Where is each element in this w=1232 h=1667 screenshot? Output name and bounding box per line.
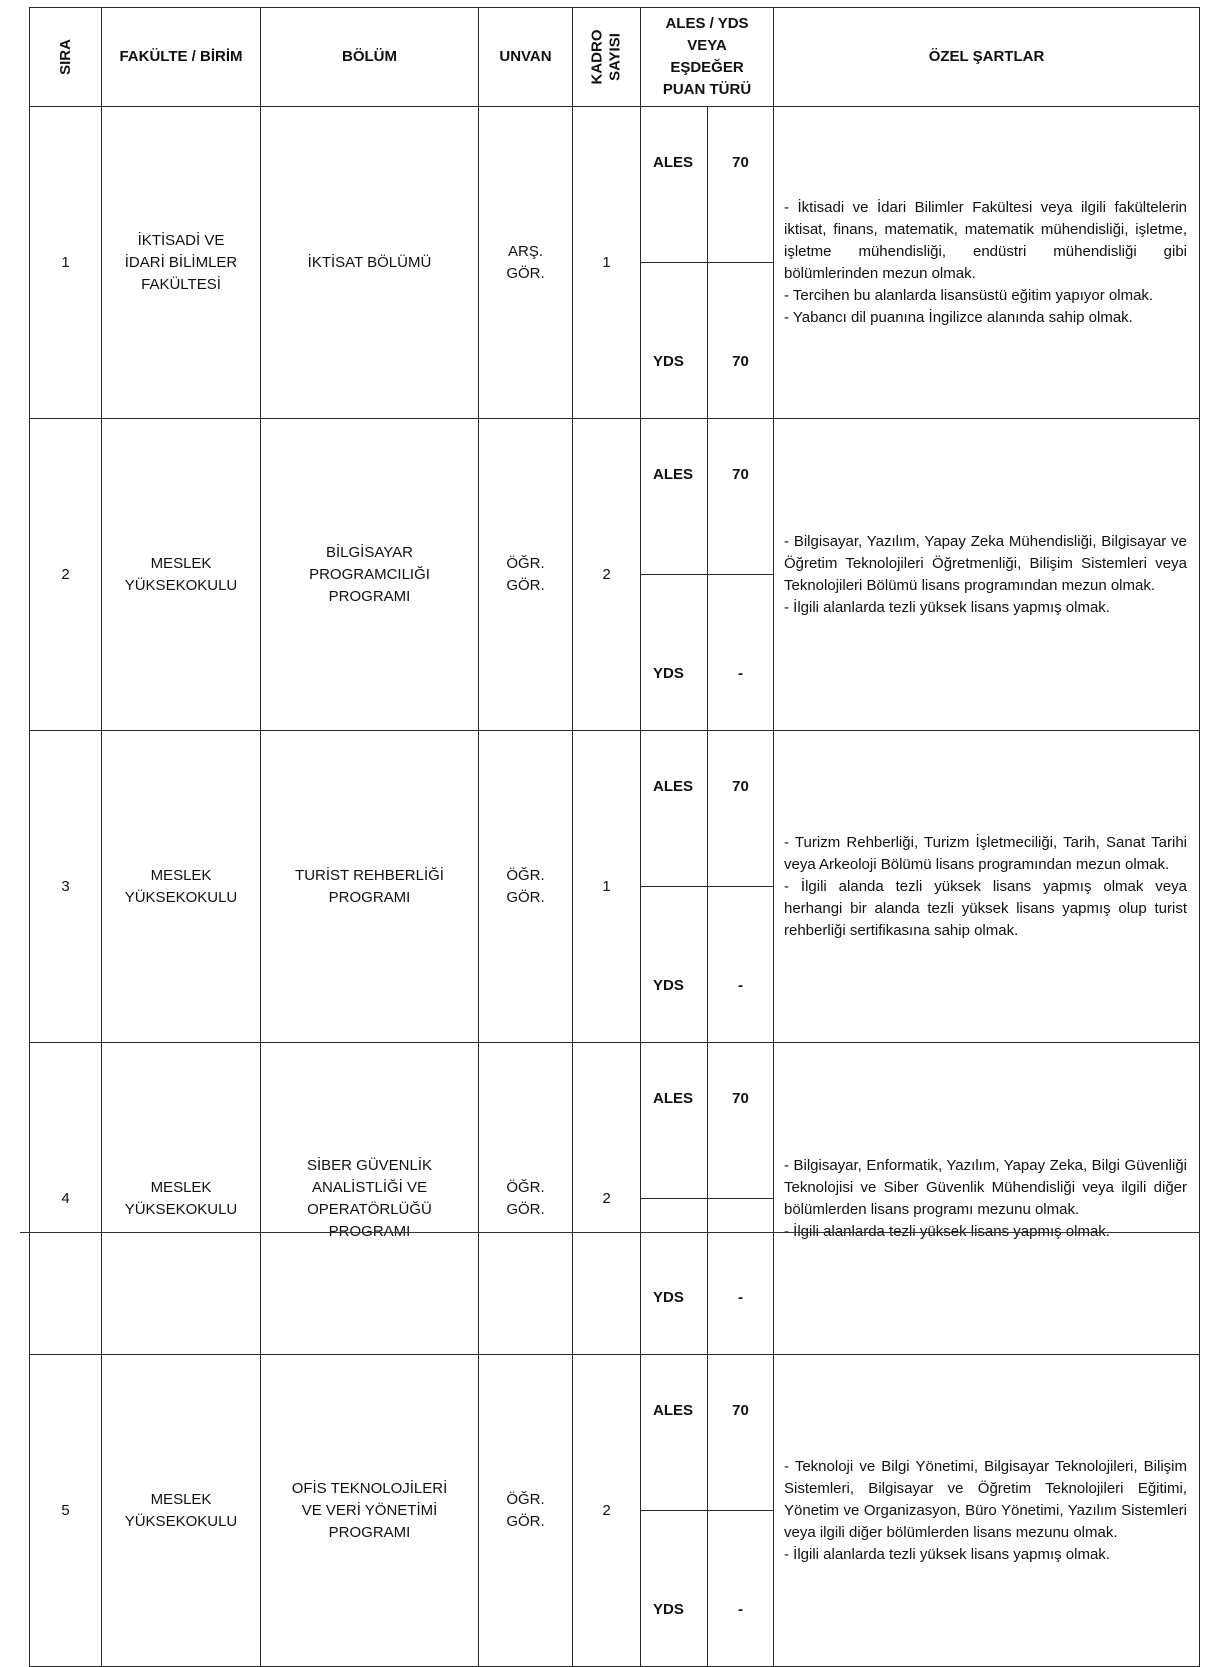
cell-yds-label: YDS	[641, 263, 708, 419]
cell-ales-label: ALES	[641, 1043, 708, 1199]
condition-line: - İlgili alanlarda tezli yüksek lisans yapmış olmak.	[784, 1222, 1110, 1240]
cell-yds-label: YDS	[641, 1199, 708, 1355]
cell-unvan: ÖĞR. GÖR.	[479, 731, 573, 1043]
cell-bolum: OFİS TEKNOLOJİLERİ VE VERİ YÖNETİMİ PROGRAMI	[261, 1355, 479, 1667]
condition-line: - Bilgisayar, Enformatik, Yazılım, Yapay Zeka, Bilgi Güvenliği Teknolojisi ve Siber Güvenlik Mühendisliği veya ilgili diğer bölümlerden lisans programı mezunu olmak.	[784, 1156, 1187, 1218]
cell-bolum: TURİST REHBERLİĞİ PROGRAMI	[261, 731, 479, 1043]
cell-sira: 2	[30, 419, 102, 731]
cell-ales-score: 70	[708, 107, 774, 263]
cell-ales-score: 70	[708, 1355, 774, 1511]
cell-unvan: ARŞ. GÖR.	[479, 107, 573, 419]
header-unvan: UNVAN	[479, 8, 573, 107]
cell-ales-label: ALES	[641, 731, 708, 887]
header-puan: ALES / YDS VEYA EŞDEĞER PUAN TÜRÜ	[641, 8, 774, 107]
cell-fakulte: MESLEK YÜKSEKOKULU	[102, 1355, 261, 1667]
cell-sira: 4	[30, 1043, 102, 1355]
condition-line: - İlgili alanlarda tezli yüksek lisans yapmış olmak.	[784, 1545, 1110, 1563]
condition-line: - Teknoloji ve Bilgi Yönetimi, Bilgisayar Teknolojileri, Bilişim Sistemleri, Bilgisayar ve Öğretim Teknolojileri Eğitimi, Yönetim ve Organizasyon, Büro Yönetimi, Yazılım Sistemleri veya ilgili diğer bölümlerden lisans mezunu olmak.	[784, 1457, 1187, 1541]
cell-yds-label: YDS	[641, 575, 708, 731]
cell-kadro: 1	[573, 731, 641, 1043]
table-row	[30, 107, 1200, 263]
header-sira: SIRA	[30, 8, 102, 107]
cell-conditions	[774, 107, 1200, 419]
cell-yds-score: -	[708, 1199, 774, 1355]
cell-conditions	[774, 1355, 1200, 1667]
table-row	[30, 1043, 1200, 1199]
cell-conditions	[774, 731, 1200, 1043]
cell-kadro: 2	[573, 1043, 641, 1355]
cell-ales-label: ALES	[641, 1355, 708, 1511]
condition-line: - Bilgisayar, Yazılım, Yapay Zeka Mühendisliği, Bilgisayar ve Öğretim Teknolojileri Öğretmenliği, Bilişim Sistemleri veya Teknolojileri Bölümü lisans programından mezun olmak.	[784, 532, 1187, 594]
cell-sira: 5	[30, 1355, 102, 1667]
header-row	[30, 8, 1200, 107]
condition-line: - İktisadi ve İdari Bilimler Fakültesi veya ilgili fakültelerin iktisat, finans, matematik, matematik mühendisliği, işletme, işletme mühendisliği, endüstri mühendisliği gibi bölümlerinden mezun olmak.	[784, 198, 1187, 282]
page-bottom-rule	[20, 1232, 1200, 1233]
cell-fakulte: MESLEK YÜKSEKOKULU	[102, 731, 261, 1043]
condition-line: - Turizm Rehberliği, Turizm İşletmeciliği, Tarih, Sanat Tarihi veya Arkeoloji Bölümü lisans programından mezun olmak.	[784, 833, 1187, 873]
cell-conditions	[774, 1043, 1200, 1355]
cell-unvan: ÖĞR. GÖR.	[479, 419, 573, 731]
cell-yds-score: 70	[708, 263, 774, 419]
table-row	[30, 1355, 1200, 1511]
cell-bolum: İKTİSAT BÖLÜMÜ	[261, 107, 479, 419]
condition-line: - Yabancı dil puanına İngilizce alanında sahip olmak.	[784, 308, 1133, 326]
table-row	[30, 731, 1200, 887]
cell-yds-label: YDS	[641, 887, 708, 1043]
cell-unvan: ÖĞR. GÖR.	[479, 1355, 573, 1667]
cell-unvan: ÖĞR. GÖR.	[479, 1043, 573, 1355]
cell-yds-score: -	[708, 887, 774, 1043]
cell-conditions	[774, 419, 1200, 731]
header-kadro-line1: KADRO	[588, 29, 606, 85]
positions-table	[29, 7, 1200, 1667]
cell-yds-score: -	[708, 575, 774, 731]
condition-line: - İlgili alanda tezli yüksek lisans yapmış olmak veya herhangi bir alanda tezli yüksek lisans yapmış olup turist rehberliği sertifikasına sahip olmak.	[784, 877, 1187, 939]
table-row	[30, 419, 1200, 575]
header-fakulte: FAKÜLTE / BİRİM	[102, 8, 261, 107]
header-bolum: BÖLÜM	[261, 8, 479, 107]
cell-fakulte: MESLEK YÜKSEKOKULU	[102, 1043, 261, 1355]
header-kadro	[573, 8, 641, 107]
cell-ales-label: ALES	[641, 419, 708, 575]
header-ozel: ÖZEL ŞARTLAR	[774, 8, 1200, 107]
cell-sira: 3	[30, 731, 102, 1043]
cell-kadro: 2	[573, 1355, 641, 1667]
cell-ales-label: ALES	[641, 107, 708, 263]
cell-yds-label: YDS	[641, 1511, 708, 1667]
condition-line: - İlgili alanlarda tezli yüksek lisans yapmış olmak.	[784, 598, 1110, 616]
header-kadro-line2: SAYISI	[606, 33, 624, 81]
cell-kadro: 1	[573, 107, 641, 419]
cell-fakulte: MESLEK YÜKSEKOKULU	[102, 419, 261, 731]
cell-kadro: 2	[573, 419, 641, 731]
condition-line: - Tercihen bu alanlarda lisansüstü eğitim yapıyor olmak.	[784, 286, 1154, 304]
cell-ales-score: 70	[708, 731, 774, 887]
cell-bolum: BİLGİSAYAR PROGRAMCILIĞI PROGRAMI	[261, 419, 479, 731]
cell-ales-score: 70	[708, 419, 774, 575]
cell-ales-score: 70	[708, 1043, 774, 1199]
cell-sira: 1	[30, 107, 102, 419]
cell-bolum: SİBER GÜVENLİK ANALİSTLİĞİ VE OPERATÖRLÜĞÜ PROGRAMI	[261, 1043, 479, 1355]
cell-yds-score: -	[708, 1511, 774, 1667]
cell-fakulte: İKTİSADİ VE İDARİ BİLİMLER FAKÜLTESİ	[102, 107, 261, 419]
